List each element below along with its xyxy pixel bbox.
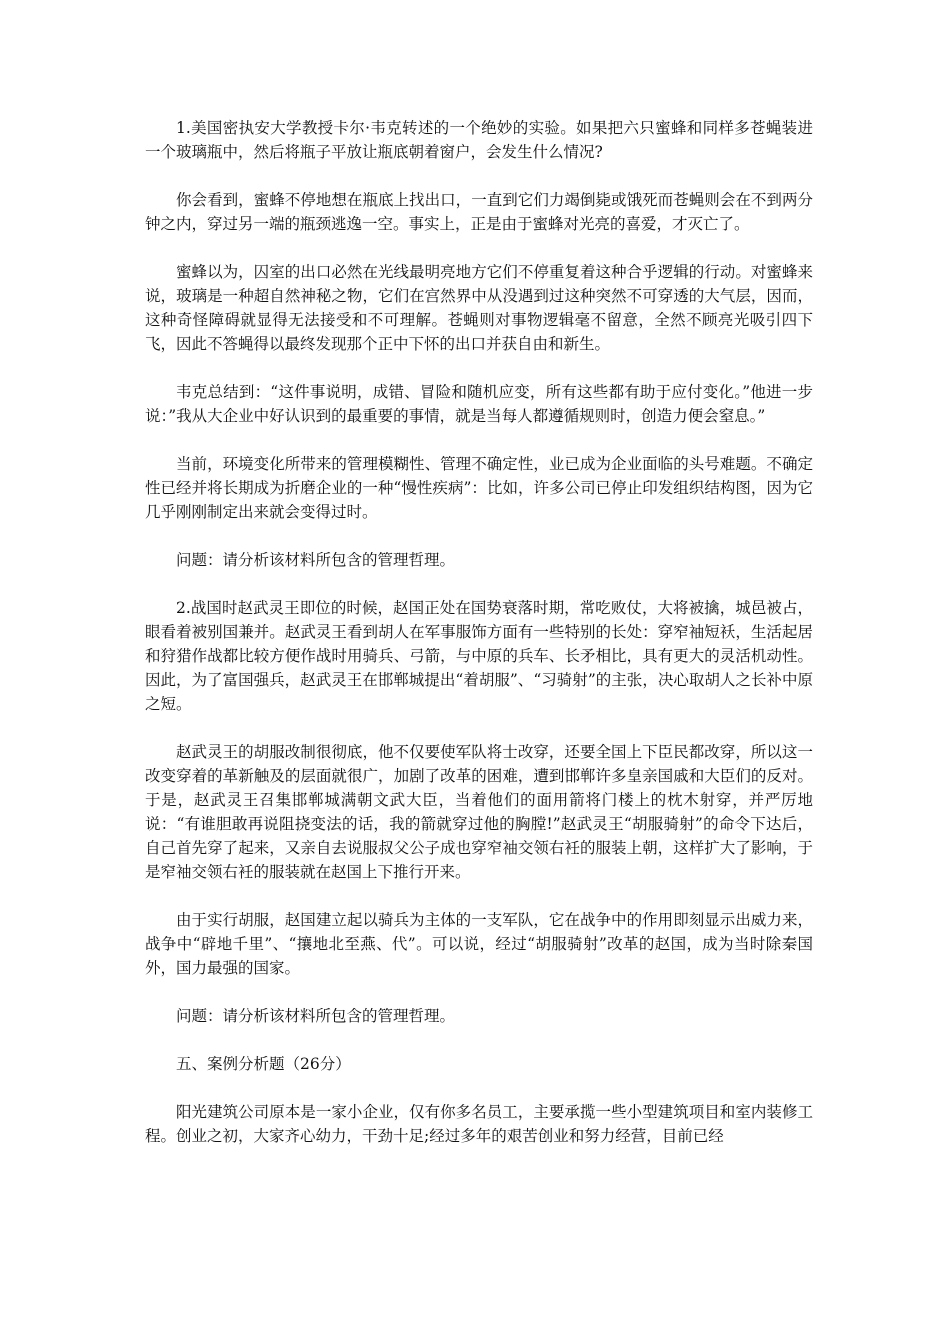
case-2-reform-paragraph: 赵武灵王的胡服改制很彻底，他不仅要使军队将士改穿，还要全国上下臣民都改穿，所以这一改变穿着的革新触及的层面就很广，加剧了改革的困难，遭到邯郸许多皇亲国戚和大臣们的反对。于是，赵武灵王召集邯郸城满朝文武大臣，当着他们的面用箭将门楼上的枕木射穿，并严厉地说：“有谁胆敢再说阻挠变法的话，我的箭就穿过他的胸膛!”赵武灵王“胡服骑射”的命令下达后，自己首先穿了起来，又亲自去说服叔父公子成也穿窄袖交领右衽的服装上朝，这样扩大了影响，于是窄袖交领右衽的服装就在赵国上下推行开来。: [145, 743, 813, 881]
case-1-observation-paragraph: 你会看到，蜜蜂不停地想在瓶底上找出口，一直到它们力竭倒毙或饿死而苍蝇则会在不到两分钟之内，穿过另一端的瓶颈逃逸一空。事实上，正是由于蜜蜂对光亮的喜爱，才灭亡了。: [145, 191, 813, 233]
case-2-question: 问题：请分析该材料所包含的管理哲理。: [176, 1007, 456, 1025]
case-1-intro-paragraph: 1.美国密执安大学教授卡尔·韦克转述的一个绝妙的实验。如果把六只蜜蜂和同样多苍蝇装进一个玻璃瓶中，然后将瓶子平放让瓶底朝着窗户，会发生什么情况?: [145, 119, 813, 161]
case-1-explanation-paragraph: 蜜蜂以为，囚室的出口必然在光线最明亮地方它们不停重复着这种合乎逻辑的行动。对蜜蜂来说，玻璃是一种超自然神秘之物，它们在宫然界中从没遇到过这种突然不可穿透的大气层，因而，这种奇怪障碍就显得无法接受和不可理解。苍蝇则对事物逻辑毫不留意，全然不顾亮光吸引四下飞，因此不答蝇得以最终发现那个正中下怀的出口并获自由和新生。: [145, 263, 813, 353]
section-heading-case-analysis: 五、案例分析题（26分）: [176, 1055, 351, 1073]
case-3-intro-paragraph: 阳光建筑公司原本是一家小企业，仅有你多名员工，主要承揽一些小型建筑项目和室内装修工程。创业之初，大家齐心幼力，干劲十足;经过多年的艰苦创业和努力经营，目前已经: [145, 1103, 813, 1145]
case-1-question: 问题：请分析该材料所包含的管理哲理。: [176, 551, 456, 569]
case-1-uncertainty-paragraph: 当前，环境变化所带来的管理模糊性、管理不确定性，业已成为企业面临的头号难题。不确定性已经并将长期成为折磨企业的一种“慢性疾病”：比如，许多公司已停止印发组织结构图，因为它几乎刚刚制定出来就会变得过时。: [145, 455, 813, 521]
case-2-intro-paragraph: 2.战国时赵武灵王即位的时候，赵国正处在国势衰落时期，常吃败仗，大将被擒，城邑被占，眼看着被别国兼并。赵武灵王看到胡人在军事服饰方面有一些特别的长处：穿窄袖短袄，生活起居和狩猎作战都比较方便作战时用骑兵、弓箭，与中原的兵车、长矛相比，具有更大的灵活机动性。因此，为了富国强兵，赵武灵王在邯郸城提出“着胡服”、“习骑射”的主张，决心取胡人之长补中原之短。: [145, 599, 813, 713]
document-body: [145, 116, 813, 1172]
case-1-weick-quote-paragraph: 韦克总结到：“这件事说明，成错、冒险和随机应变，所有这些都有助于应付变化。”他进一步说：”我从大企业中好认识到的最重要的事情，就是当每人都遵循规则时，创造力便会窒息。”: [145, 383, 813, 425]
case-2-result-paragraph: 由于实行胡服，赵国建立起以骑兵为主体的一支军队，它在战争中的作用即刻显示出威力来，战争中“辟地千里”、“攘地北至燕、代”。可以说，经过“胡服骑射”改革的赵国，成为当时除秦国外，国力最强的国家。: [145, 911, 813, 977]
